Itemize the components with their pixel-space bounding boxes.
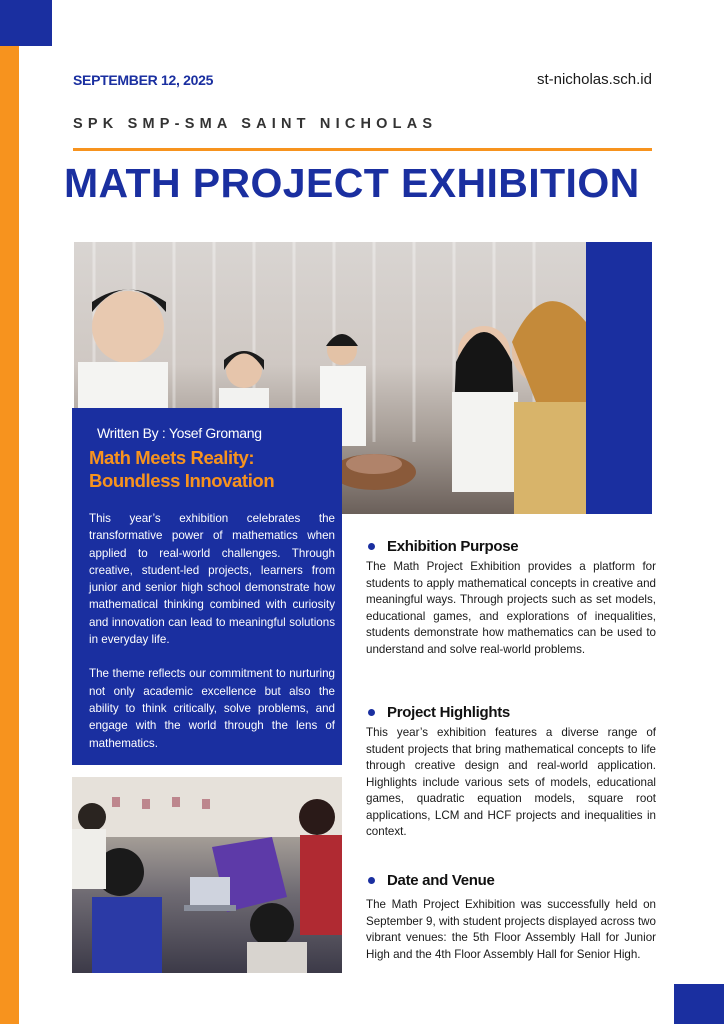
corner-block-top-left <box>0 0 52 46</box>
school-name: SPK SMP-SMA SAINT NICHOLAS <box>73 116 438 132</box>
section-heading-text: Date and Venue <box>387 872 495 889</box>
photo-illustration-2 <box>72 777 342 973</box>
bullet-icon <box>368 877 375 884</box>
section-body: The Math Project Exhibition provides a platform for students to apply mathematical concepts in creative and meaningful ways. Through projects such as set models, educational games, and explorations of inequalities, students demonstrate how mathematics can be used to understand and solve real-world problems. <box>366 560 656 656</box>
section-body: This year’s exhibition features a diverse range of student projects that bring mathematical concepts to life through creative design and real-world application. Highlights include various sets of models, educational games, quadratic equation models, square root applications, LCM and HCF projects and inequalities in context. <box>366 726 656 838</box>
section-heading-text: Exhibition Purpose <box>387 538 519 555</box>
section-exhibition-purpose <box>366 538 656 658</box>
header-divider <box>73 148 652 151</box>
section-heading <box>366 538 656 555</box>
section-date-venue <box>366 872 656 963</box>
website-link[interactable]: st-nicholas.sch.id <box>536 71 652 88</box>
intro-paragraph-1: This year’s exhibition celebrates the transformative power of mathematics when applied to real-world challenges. Through creative, student-led projects, learners from junior and senior high school demonstrate how mathematical thinking combined with curiosity and innovation can lead to meaningful solutions in everyday life. <box>89 512 335 647</box>
author-byline: Written By : Yosef Gromang <box>97 425 262 441</box>
corner-block-bottom-right <box>674 984 724 1024</box>
page-title: MATH PROJECT EXHIBITION <box>64 160 640 206</box>
section-heading-text: Project Highlights <box>387 704 510 721</box>
section-body: The Math Project Exhibition was successfully held on September 9, with student projects displayed across two vibrant venues: the 5th Floor Assembly Hall for Junior High and the 4th Floor Assembly Hall for Senior High. <box>366 898 656 961</box>
intro-paragraph-2: The theme reflects our commitment to nurturing not only academic excellence but also the ability to think critically, solve problems, and engage with the world through the lens of mathematics. <box>89 667 335 750</box>
photo-side-panel <box>586 242 652 514</box>
exhibition-photo-presentation <box>72 777 342 973</box>
left-accent-bar <box>0 0 19 1024</box>
section-heading <box>366 704 656 721</box>
bullet-icon <box>368 709 375 716</box>
feature-intro <box>89 510 335 769</box>
publication-date: SEPTEMBER 12, 2025 <box>73 72 214 88</box>
feature-subtitle: Math Meets Reality: Boundless Innovation <box>89 447 275 491</box>
bullet-icon <box>368 543 375 550</box>
section-project-highlights <box>366 704 656 841</box>
section-heading <box>366 872 656 889</box>
feature-box <box>72 408 342 765</box>
